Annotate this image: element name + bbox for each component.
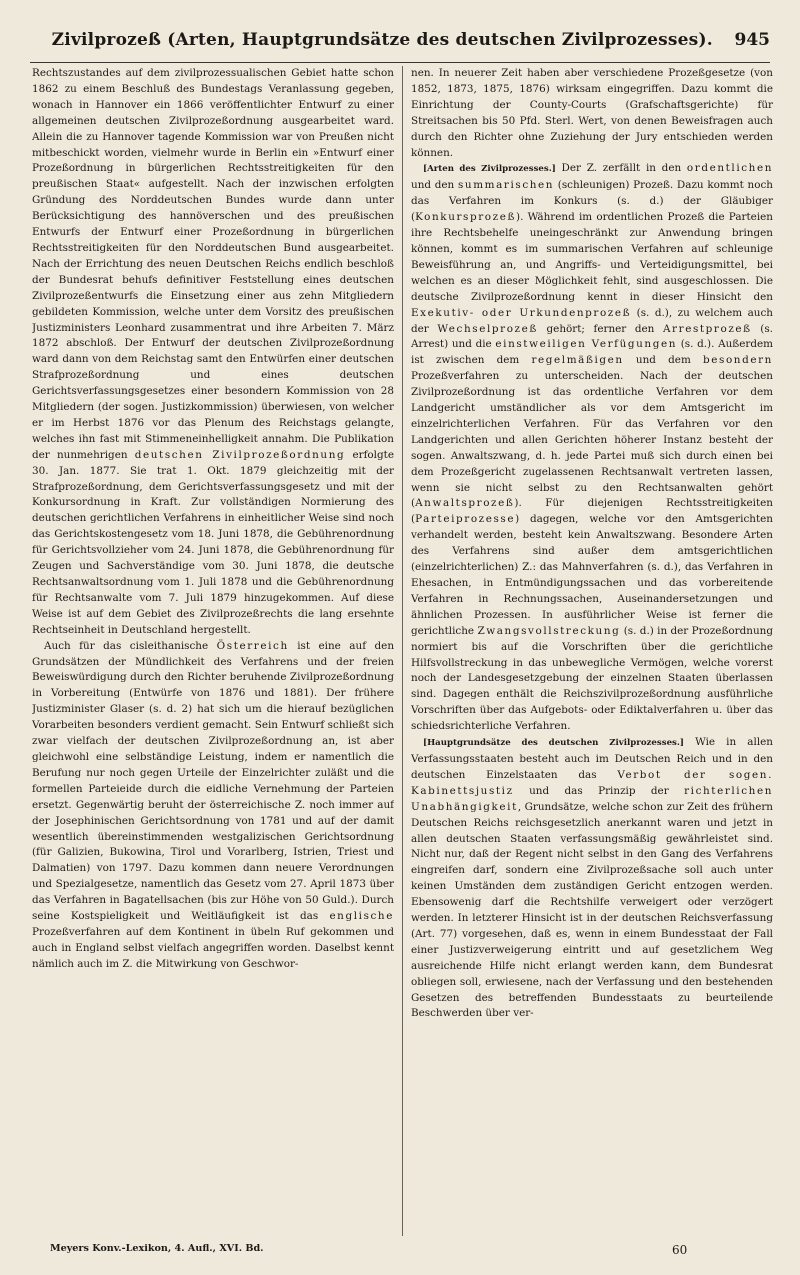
text-run: (schleunigen) Prozeß. Dazu kommt noch das Verfahren im Konkurs (s. d.) der Gläubiger ( [411, 179, 773, 224]
emphasis-text: regelmäßigen [531, 354, 624, 367]
text-run: (s. d.). Außerdem ist zwischen dem [411, 338, 773, 367]
paragraph [32, 639, 394, 973]
text-run: ) dagegen, welche vor den Amtsgerichten verhandelt werden, besteht kein Anwaltszwang. Besondere Arten des Verfahrens sind außer dem amtsgerichtlichen (einzelrichterlichen) Z.: das Mahnverfahren (s. d.), das Verfahren in Ehesachen, in Entmündigungssachen und das vorbereitende Verfahren in Rechnungssachen, Auseinandersetzungen und ähnlichen Prozessen. In ausführlicher Weise ist ferner die gerichtliche [411, 513, 773, 637]
emphasis-text: englische [329, 910, 394, 923]
text-run: ist eine auf den Grundsätzen der Mündlichkeit des Verfahrens und der freien Beweiswürdigung durch den Richter beruhende Zivilprozeßordnung in Vorbereitung (Entwürfe von 1876 und 1881). Der frühere Justizminister Glaser (s. d. 2) hat sich um die hierauf bezüglichen Vorarbeiten besonders verdient gemacht. Sein Entwurf schließt sich zwar vielfach der deutschen Zivilprozeßordnung an, ist aber gleichwohl eine selbständige Leistung, indem er namentlich die Berufung nur noch gegen Urteile der Einzelrichter zuläßt und die formellen Parteieide durch die eidliche Vernehmung der Parteien ersetzt. Gegenwärtig beruht der österreichische Z. noch immer auf der Josephinischen Gerichtsordnung von 1781 und auf der damit wesentlich übereinstimmenden westgalizischen Gerichtsordnung (für Galizien, Bukowina, Tirol und Vorarlberg, Istrien, Triest und Dalmatien) von 1797. Dazu kommen dann neuere Verordnungen und Spezialgesetze, namentlich das Gesetz vom 27. April 1873 über das Verfahren in Bagatellsachen (bis zur Höhe von 50 Guld.). Durch seine Kostspieligkeit und Weitläufigkeit ist das [32, 639, 394, 923]
paragraph [411, 735, 773, 1022]
left-column [32, 66, 394, 1246]
emphasis-text: Exekutiv- oder Urkundenprozeß [411, 306, 632, 319]
text-run: Auch für das cisleithanische [44, 639, 209, 652]
text-run: und das Prinzip der [529, 784, 669, 797]
emphasis-text: besondern [703, 354, 773, 367]
text-run: ). Für diejenigen Rechtsstreitigkeiten ( [411, 497, 773, 526]
emphasis-text: Konkursprozeß [415, 211, 517, 224]
emphasis-text: einstweiligen Verfügungen [495, 338, 678, 351]
emphasis-text: deutschen Zivilprozeßordnung [134, 448, 346, 461]
text-run: (s. d.), zu welchem auch der [411, 306, 773, 335]
emphasis-text: Zwangsvollstreckung [477, 624, 621, 637]
page-number: 945 [734, 30, 770, 50]
paragraph [411, 66, 773, 161]
emphasis-text: richterlichen Unabhängigkeit [411, 784, 773, 813]
text-run: erfolgte 30. Jan. 1877. Sie trat 1. Okt. 1879 gleichzeitig mit der Strafprozeßordnung, dem Gerichtsverfassungsgesetz und mit der Konkursordnung in Kraft. Zur vollständigen Normierung des deutschen gerichtlichen Verfahrens in einheitlicher Weise sind noch das Gerichtskostengesetz vom 18. Juni 1878, die Gebührenordnung für Gerichtsvollzieher vom 24. Juni 1878, die Gebührenordnung für Zeugen und Sachverständige vom 30. Juni 1878, die deutsche Rechtsanwaltsordnung vom 1. Juli 1878 und die Gebührenordnung für Rechtsanwalte vom 7. Juli 1879 hinzugekommen. Auf diese Weise ist auf dem Gebiet des Zivilprozeßrechts die lang ersehnte Rechtseinheit in Deutschland hergestellt. [32, 448, 394, 636]
text-run: (s. d.) in der Prozeßordnung normiert bis auf die Vorschriften über die gerichtliche Hilfsvollstreckung in das unbewegliche Vermögen, welche vorerst noch der Landesgesetzgebung der einzelnen Staaten überlassen sind. Dagegen enthält die Reichszivilprozeßordnung ausführliche Vorschriften über das Aufgebots- oder Ediktalverfahren u. über das schiedsrichterliche Verfahren. [411, 624, 773, 733]
text-run: , Grundsätze, welche schon zur Zeit des frühern Deutschen Reichs reichsgesetzlich anerkannt waren und jetzt in allen deutschen Staaten verfassungsmäßig gewährleistet sind. Nicht nur, daß der Regent nicht selbst in den Gang des Verfahrens eingreifen darf, sondern eine Zivilprozeßsache soll auch unter keinen Umständen dem zuständigen Gericht entzogen werden. Ebensowenig darf die Rechtshilfe verweigert oder verzögert werden. In letzterer Hinsicht ist in der deutschen Reichsverfassung (Art. 77) vorgesehen, daß es, wenn in einem Bundesstaat der Fall einer Justizverweigerung eintritt und auf gesetzlichem Weg ausreichende Hilfe nicht erlangt werden kann, dem Bundesrat obliegen soll, erwiesene, nach der Verfassung und den bestehenden Gesetzen des betreffenden Bundesstaats zu beurteilende Beschwerden über ver- [411, 800, 773, 1020]
header-rule [30, 62, 770, 63]
column-divider [402, 66, 403, 1236]
paragraph [411, 161, 773, 735]
text-run: Der Z. zerfällt in den [561, 162, 682, 175]
emphasis-text: Wechselprozeß [437, 322, 538, 335]
text-run: Prozeßverfahren zu unterscheiden. Nach der deutschen Zivilprozeßordnung ist das ordentliche Verfahren vor dem Landgericht umständlicher als vor dem Amtsgericht im einzelrichterlichen Verfahren. Für das Verfahren vor den Landgerichten und allen Gerichten höherer Instanz besteht der sogen. Anwaltszwang, d. h. jede Partei muß sich durch einen bei dem Prozeßgericht zugelassenen Rechtsanwalt vertreten lassen, wenn sie nicht selbst zu den Rechtsanwalten gehört ( [411, 370, 773, 510]
text-run: und den [411, 179, 455, 192]
running-title: Zivilprozeß (Arten, Hauptgrundsätze des deutschen Zivilprozesses). [51, 30, 713, 50]
emphasis-text: ordentlichen [686, 162, 773, 175]
text-run: ). Während im ordentlichen Prozeß die Parteien ihre Rechtsbehelfe uneingeschränkt zur Anwendung bringen können, kommt es im summarischen Verfahren auf schleunige Beweisführung an, und Angriffs- und Verteidigungsmittel, bei welchen es an dieser Möglichkeit fehlt, sind ausgeschlossen. Die deutsche Zivilprozeßordnung kennt in dieser Hinsicht den [411, 211, 773, 303]
text-run: und dem [635, 354, 691, 367]
sheet-signature: 60 [672, 1243, 688, 1257]
emphasis-text: Österreich [216, 639, 289, 652]
side-heading: [Hauptgrundsätze des deutschen Zivilprozesses.] [423, 738, 684, 749]
emphasis-text: Parteiprozesse [415, 513, 516, 526]
right-column [411, 66, 773, 1230]
emphasis-text: summarischen [457, 179, 555, 192]
footer-imprint: Meyers Konv.-Lexikon, 4. Aufl., XVI. Bd. [50, 1243, 264, 1254]
emphasis-text: Anwaltsprozeß [415, 497, 515, 510]
text-run: Rechtszustandes auf dem zivilprozessualischen Gebiet hatte schon 1862 zu einem Beschluß des Bundestags Veranlassung gegeben, wonach in Hannover ein 1866 veröffentlichter Entwurf zu einer allgemeinen deutschen Zivilprozeßordnung ausgearbeitet ward. Allein die zu Hannover tagende Kommission war von Preußen nicht mitbeschickt worden, vielmehr wurde in Berlin ein »Entwurf einer Prozeßordnung in bürgerlichen Rechtsstreitigkeiten für den preußischen Staat« aufgestellt. Nach der inzwischen erfolgten Gründung des Norddeutschen Bundes wurde dann unter Berücksichtigung des hannöverschen und des preußischen Entwurfs der Entwurf einer Prozeßordnung in bürgerlichen Rechtsstreitigkeiten für den Norddeutschen Bund ausgearbeitet. Nach der Errichtung des neuen Deutschen Reichs endlich beschloß der Bundesrat behufs definitiver Feststellung eines deutschen Zivilprozeßentwurfs die Einsetzung einer aus zehn Mitgliedern gebildeten Kommission, welche unter dem Vorsitz des preußischen Justizministers Leonhard zusammentrat und ihre Arbeiten 7. März 1872 abschloß. Der Entwurf der deutschen Zivilprozeßordnung ward dann von dem Reichstag samt den Entwürfen einer deutschen Strafprozeßordnung und eines deutschen Gerichtsverfassungsgesetzes einer besondern Kommission von 28 Mitgliedern (der sogen. Justizkommission) überwiesen, von welcher er im Herbst 1876 vor das Plenum des Reichstags gelangte, welches ihn fast mit Stimmeneinhelligkeit annahm. Die Publikation der nunmehrigen [32, 67, 394, 461]
text-run: Wie in allen Verfassungsstaaten besteht auch im Deutschen Reich und in den deutschen Einzelstaaten das [411, 736, 773, 781]
text-run: (s. Arrest) und die [411, 322, 773, 351]
text-run: gehört; ferner den [546, 322, 655, 335]
text-run: Prozeßverfahren auf dem Kontinent in übeln Ruf gekommen und auch in England selbst vielfach angegriffen worden. Daselbst kennt nämlich auch im Z. die Mitwirkung von Geschwor- [32, 925, 394, 970]
emphasis-text: Verbot der sogen. Kabinettsjustiz [411, 768, 773, 797]
text-run: nen. In neuerer Zeit haben aber verschiedene Prozeßgesetze (von 1852, 1873, 1875, 1876) wirksam eingegriffen. Dazu kommt die Einrichtung der County-Courts (Grafschaftsgerichte) für Streitsachen bis 50 Pfd. Sterl. Wert, von denen Beweisfragen auch durch den Richter ohne Zuziehung der Jury entschieden werden können. [411, 67, 773, 159]
paragraph [32, 66, 394, 639]
page-header [30, 30, 770, 62]
side-heading: [Arten des Zivilprozesses.] [423, 164, 556, 175]
emphasis-text: Arrestprozeß [662, 322, 752, 335]
